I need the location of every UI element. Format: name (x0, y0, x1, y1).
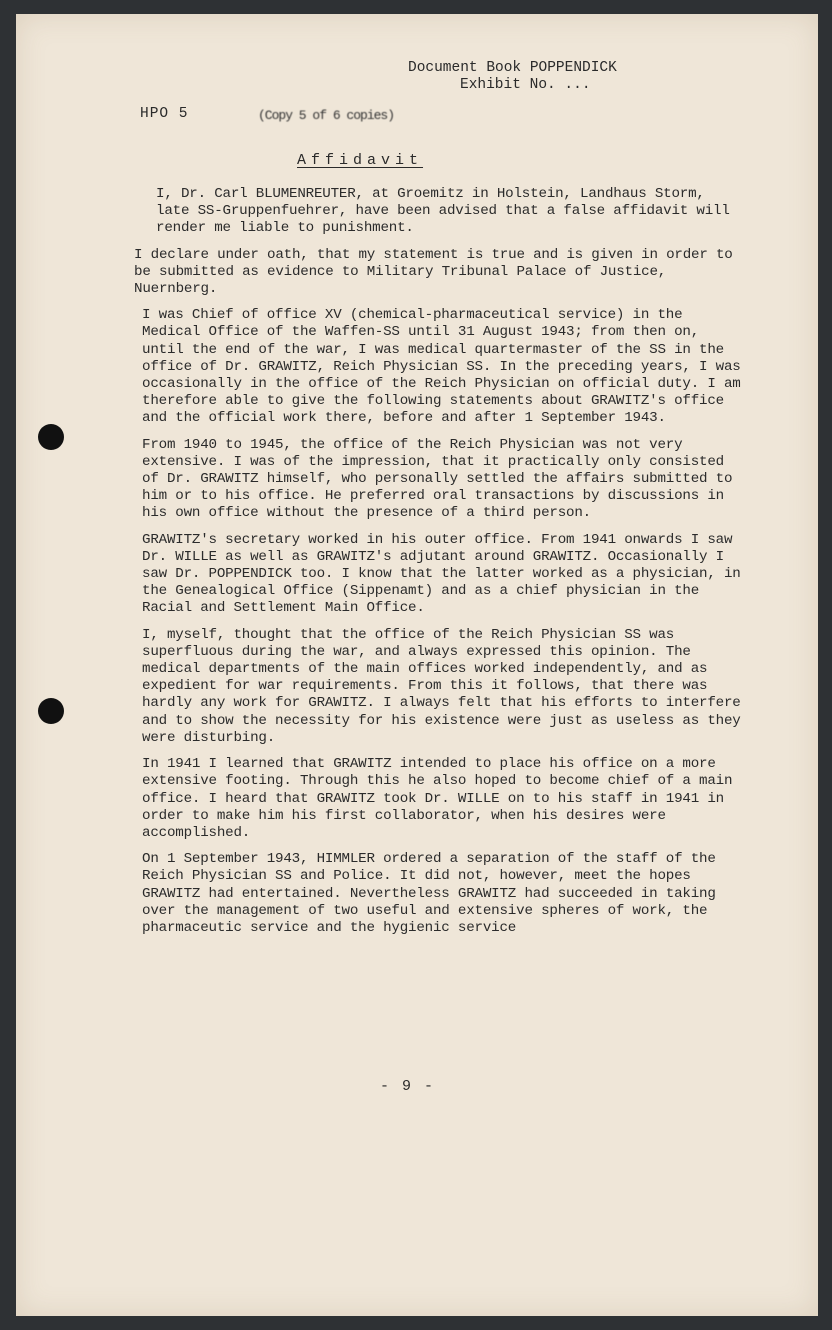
paragraph-2: I declare under oath, that my statement is true and is given in order to be submitted as evidence to Military Tribunal Palace of Justice, Nuernberg. (134, 246, 733, 298)
punch-hole-upper (38, 424, 64, 450)
page-number: - 9 - (380, 1078, 436, 1095)
paragraph-6: I, myself, thought that the office of the Reich Physician SS was superfluous during the war, and always expressed this opinion. The medical departments of the main offices worked independently, and as expedient for war requirements. From this it follows, that there was hardly any work for GRAWITZ. I always felt that his efforts to interfere and to show the necessity for his existence were just as useless as they were disturbing. (142, 626, 741, 746)
document-title: Affidavit (297, 152, 424, 169)
hpo-reference: HPO 5 (140, 106, 189, 122)
paragraph-7: In 1941 I learned that GRAWITZ intended to place his office on a more extensive footing. Through this he also hoped to become chief of a main office. I heard that GRAWITZ took Dr. WILLE on to his staff in 1941 in order to make him his first collaborator, when his desires were accomplished. (142, 756, 733, 841)
paragraph-8: On 1 September 1943, HIMMLER ordered a separation of the staff of the Reich Physician SS and Police. It did not, however, meet the hopes GRAWITZ had entertained. Nevertheless GRAWITZ had succeeded in taking over the management of two useful and extensive spheres of work, the pharmaceutic service and the hygienic service (142, 851, 716, 936)
exhibit-number: Exhibit No. ... (460, 77, 591, 93)
paragraph-4: From 1940 to 1945, the office of the Reich Physician was not very extensive. I was of the impression, that it practically only consisted of Dr. GRAWITZ himself, who personally settled the affairs submitted to him or to his office. He preferred oral transactions by discussions in his own office without the presence of a third person. (142, 436, 733, 522)
affidavit-body (134, 186, 742, 946)
paragraph-3: I was Chief of office XV (chemical-pharmaceutical service) in the Medical Office of the Waffen-SS until 31 August 1943; from then on, until the end of the war, I was medical quartermaster of the SS in the office of Dr. GRAWITZ, Reich Physician SS. In the preceding years, I was occasionally in the office of the Reich Physician on official duty. I am therefore able to give the following statements about GRAWITZ's office and the official work there, before and after 1 September 1943. (142, 307, 741, 427)
paragraph-1: I, Dr. Carl BLUMENREUTER, at Groemitz in Holstein, Landhaus Storm, late SS-Gruppenfuehrer, have been advised that a false affidavit will render me liable to punishment. (156, 186, 730, 237)
document-book-label: Document Book POPPENDICK (408, 60, 617, 76)
document-header (408, 60, 708, 94)
paragraph-5: GRAWITZ's secretary worked in his outer office. From 1941 onwards I saw Dr. WILLE as well as GRAWITZ's adjutant around GRAWITZ. Occasionally I saw Dr. POPPENDICK too. I know that the latter worked as a physician, in the Genealogical Office (Sippenamt) and as a chief physician in the Racial and Settlement Main Office. (142, 531, 741, 617)
punch-hole-lower (38, 698, 64, 724)
copy-stamp: (Copy 5 of 6 copies) (258, 108, 395, 123)
